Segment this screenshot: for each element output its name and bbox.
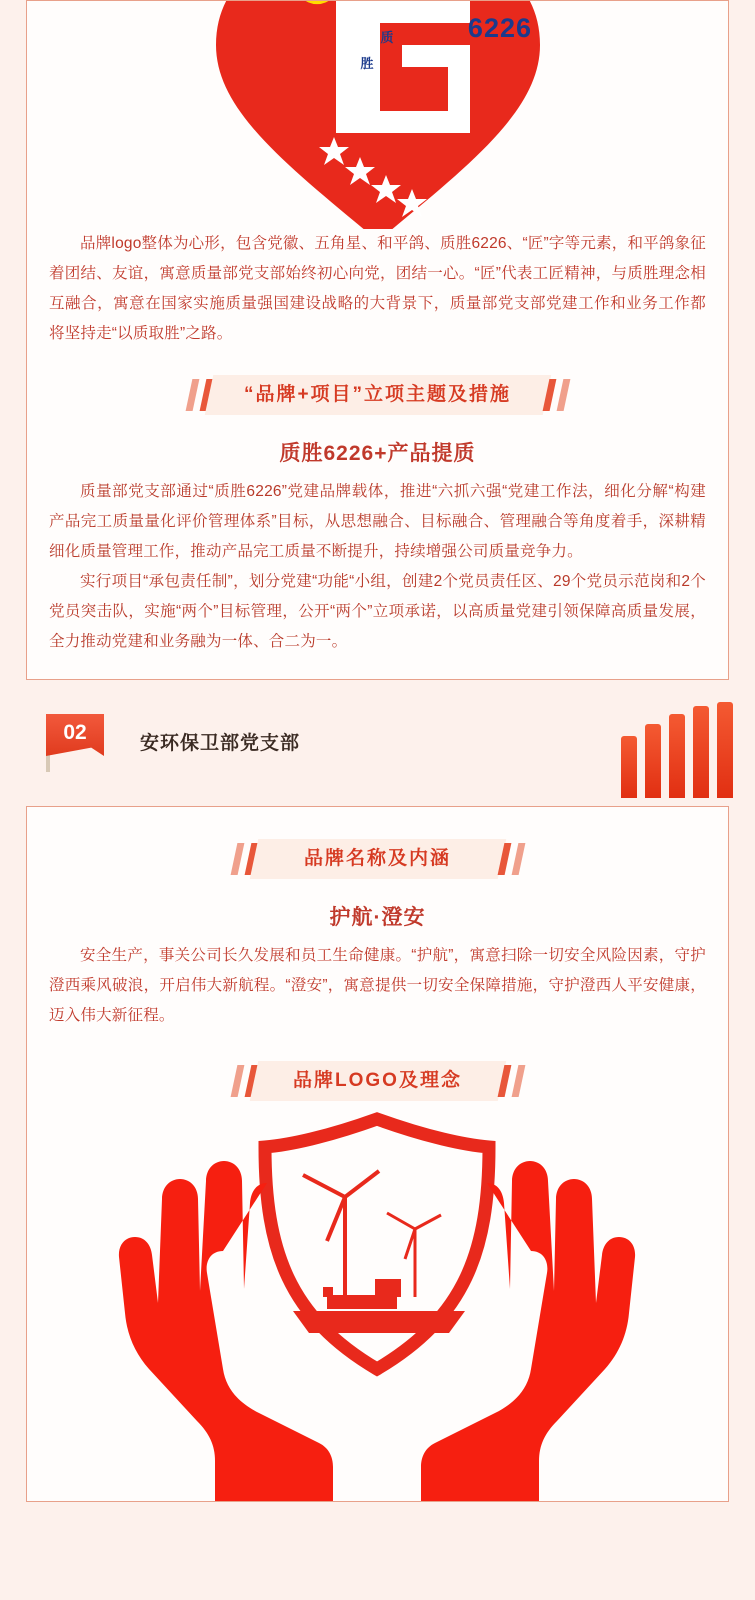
section2-paragraph: 安全生产，事关公司长久发展和员工生命健康。“护航”，寓意扫除一切安全风险因素，守护澄西乘风破浪，开启伟大新航程。“澄安”，寓意提供一切安全保障措施，守护澄西人平安健康，迈入伟大新征程。	[49, 947, 706, 1024]
section-number: 02	[63, 721, 87, 744]
brand-logo-2	[27, 1101, 728, 1501]
section1-body-paragraph-1: 质量部党支部通过“质胜6226”党建品牌载体，推进“六抓六强“党建工作法，细化分解“构建产品完工质量量化评价管理体系”目标，从思想融合、目标融合、管理融合等角度着手，深耕精细化质量管理工作，推动产品完工质量不断提升，持续增强公司质量竞争力。	[49, 483, 706, 560]
shield-hands-windmill-ship-logo	[27, 1101, 727, 1501]
section1-card	[26, 0, 729, 680]
logo-vertical-text-1: 质	[380, 30, 394, 45]
section1-body-paragraph-2: 实行项目“承包责任制”，划分党建“功能“小组，创建2个党员责任区、29个党员示范岗和2个党员突击队，实施“两个”目标管理，公开“两个”立项承诺，以高质量党建引领保障高质量发展，全力推动党建和业务融为一体、合二为一。	[49, 573, 706, 650]
ribbon-heading-project	[163, 375, 593, 415]
ribbon-heading-brand-logo	[208, 1061, 548, 1101]
decorative-fan-blades-icon	[615, 702, 755, 798]
ribbon-heading-brand-name	[208, 839, 548, 879]
section2-brand-name: 护航·澄安	[329, 906, 426, 929]
section2-header	[0, 696, 755, 806]
brand-logo-1	[27, 1, 728, 229]
ribbon-title: 品牌LOGO及理念	[293, 1070, 462, 1091]
logo-vertical-text-2: 胜	[360, 56, 374, 71]
logo-number: 6226	[467, 13, 532, 43]
section1-subtitle: 质胜6226+产品提质	[279, 442, 476, 465]
section-number-flag	[46, 714, 108, 762]
section2-title: 安环保卫部党支部	[140, 733, 301, 754]
ribbon-title: “品牌+项目”立项主题及措施	[243, 384, 512, 405]
section2-card	[26, 806, 729, 1502]
ribbon-title: 品牌名称及内涵	[303, 848, 451, 869]
logo-description-paragraph: 品牌logo整体为心形，包含党徽、五角星、和平鸽、质胜6226、“匠”字等元素，和平鸽象征着团结、友谊，寓意质量部党支部始终初心向党，团结一心。“匠”代表工匠精神，与质胜理念相互融合，寓意在国家实施质量强国建设战略的大背景下，质量部党支部党建工作和业务工作都将坚持走“以质取胜”之路。	[49, 235, 706, 342]
